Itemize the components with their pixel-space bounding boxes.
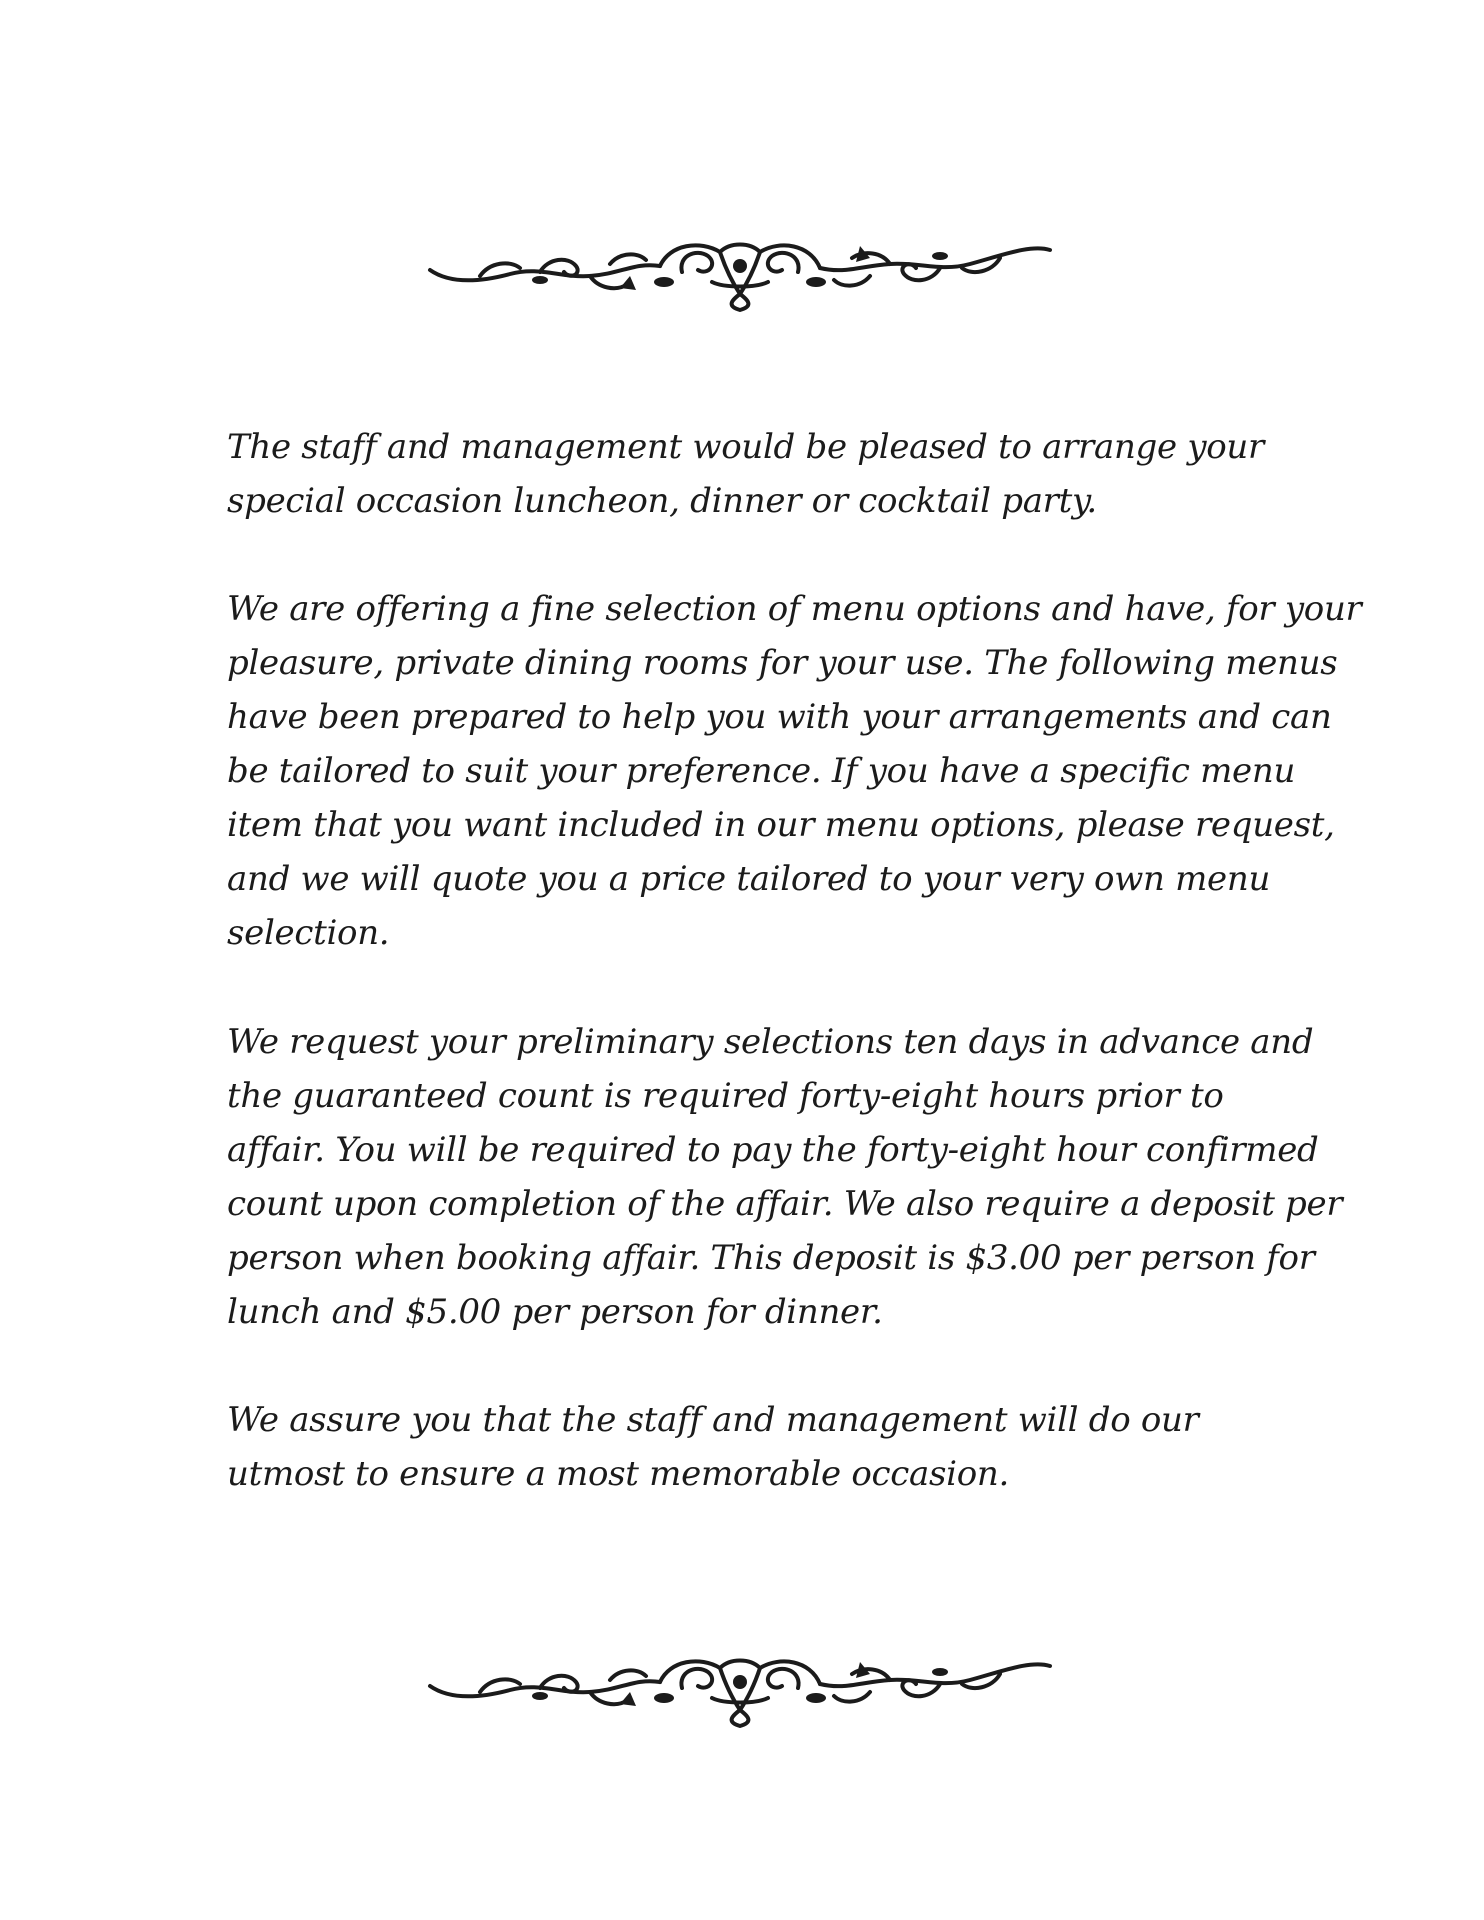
text-line: pleasure, private dining rooms for your use. The following menus (227, 643, 1338, 683)
paragraph-closing (227, 1393, 1327, 1501)
text-line: and we will quote you a price tailored to your very own menu (227, 859, 1271, 899)
text-line: have been prepared to help you with your arrangements and can (227, 697, 1332, 737)
text-line: utmost to ensure a most memorable occasion. (227, 1454, 1009, 1494)
text-line: selection. (227, 913, 390, 953)
text-line: We request your preliminary selections ten days in advance and (227, 1022, 1314, 1062)
text-line: The staff and management would be pleased to arrange your (227, 427, 1264, 467)
text-line: lunch and $5.00 per person for dinner. (227, 1292, 883, 1332)
text-line: count upon completion of the affair. We also require a deposit per (227, 1184, 1343, 1224)
text-line: be tailored to suit your preference. If you have a specific menu (227, 751, 1296, 791)
text-line: special occasion luncheon, dinner or cocktail party. (227, 481, 1097, 521)
text-line: affair. You will be required to pay the forty-eight hour confirmed (227, 1130, 1319, 1170)
text-line: We assure you that the staff and management will do our (227, 1400, 1199, 1440)
bottom-flourish-icon (420, 1638, 1060, 1728)
top-flourish-icon (420, 222, 1060, 312)
text-line: the guaranteed count is required forty-eight hours prior to (227, 1076, 1224, 1116)
paragraph-booking-terms (227, 1015, 1343, 1339)
paragraph-intro (227, 420, 1327, 528)
paragraph-menu-options (227, 582, 1362, 960)
text-line: person when booking affair. This deposit is $3.00 per person for (227, 1238, 1315, 1278)
text-line: We are offering a fine selection of menu options and have, for your (227, 589, 1362, 629)
text-line: item that you want included in our menu options, please request, (227, 805, 1335, 845)
